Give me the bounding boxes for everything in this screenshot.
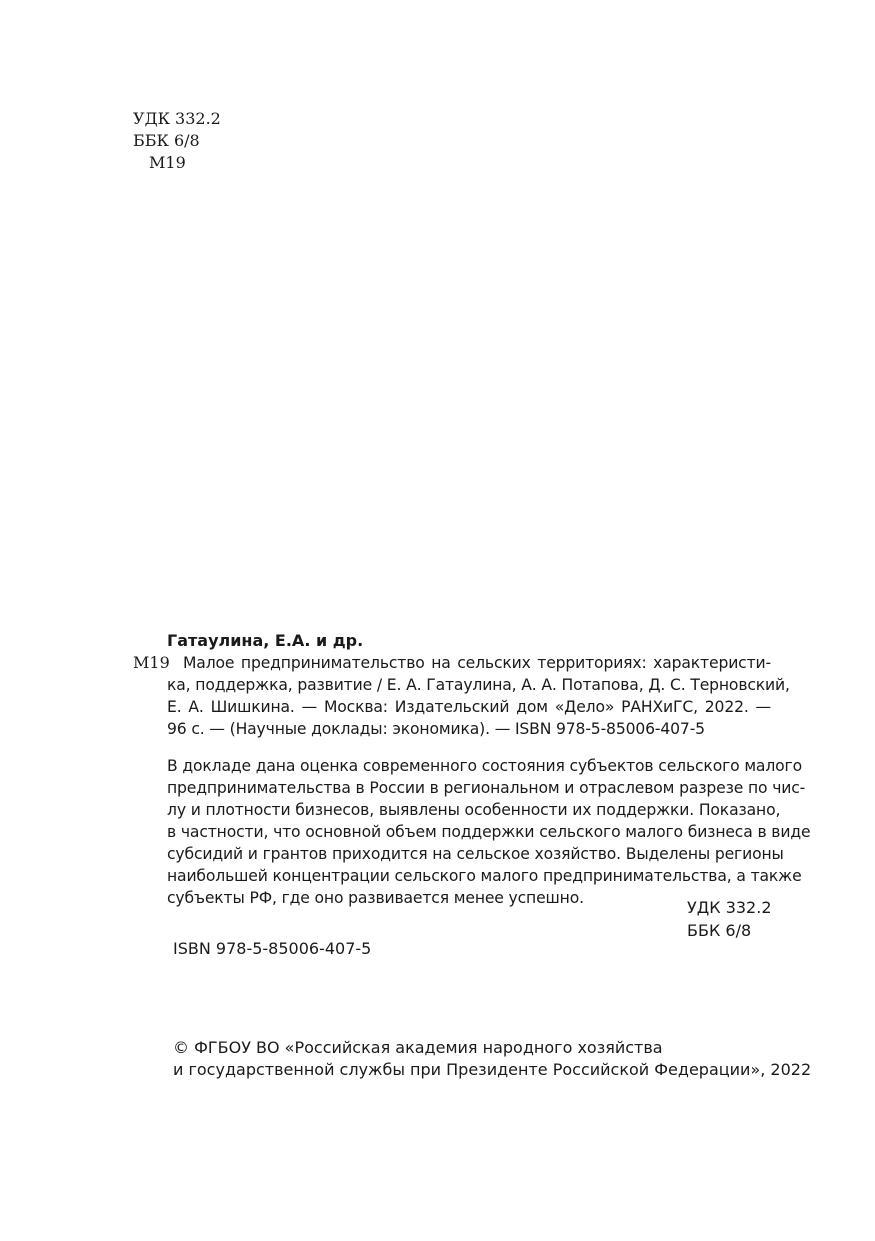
annotation-paragraph <box>167 755 811 909</box>
entry-line: Малое предпринимательство на сельских территориях: характеристи- <box>183 654 771 672</box>
annotation-line: наибольшей концентрации сельского малого предпринимательства, а также <box>167 867 802 885</box>
annotation-line: в частности, что основной объем поддержки сельского малого бизнеса в виде <box>167 823 811 841</box>
entry-line: Е. А. Шишкина. — Москва: Издательский дом «Дело» РАНХиГС, 2022. — <box>167 698 771 716</box>
copyright-line: и государственной службы при Президенте Российской Федерации», 2022 <box>173 1060 812 1079</box>
catalog-author-mark: М19 <box>133 653 170 672</box>
classification-codes-bottom <box>687 896 772 942</box>
isbn: ISBN 978-5-85006-407-5 <box>173 939 372 958</box>
copyright-notice <box>173 1037 811 1081</box>
annotation-line: субсидий и грантов приходится на сельское хозяйство. Выделены регионы <box>167 845 784 863</box>
copyright-line: © ФГБОУ ВО «Российская академия народного хозяйства <box>173 1038 663 1057</box>
udk-code: УДК 332.2 <box>133 109 221 128</box>
annotation-line: предпринимательства в России в региональном и отраслевом разрезе по чис- <box>167 779 806 797</box>
annotation-line: субъекты РФ, где оно развивается менее успешно. <box>167 889 584 907</box>
bbk-code: ББК 6/8 <box>133 131 200 150</box>
author-heading: Гатаулина, Е.А. и др. <box>167 631 364 650</box>
udk-code: УДК 332.2 <box>687 898 772 917</box>
annotation-line: В докладе дана оценка современного состояния субъектов сельского малого <box>167 757 802 775</box>
author-mark: М19 <box>149 153 186 172</box>
classification-codes-top <box>133 108 221 174</box>
entry-line: 96 с. — (Научные доклады: экономика). — ISBN 978-5-85006-407-5 <box>167 720 705 738</box>
entry-line: ка, поддержка, развитие / Е. А. Гатаулина, А. А. Потапова, Д. С. Терновский, <box>167 676 790 694</box>
annotation-line: лу и плотности бизнесов, выявлены особенности их поддержки. Показано, <box>167 801 781 819</box>
bibliographic-entry <box>167 652 790 740</box>
bbk-code: ББК 6/8 <box>687 921 752 940</box>
